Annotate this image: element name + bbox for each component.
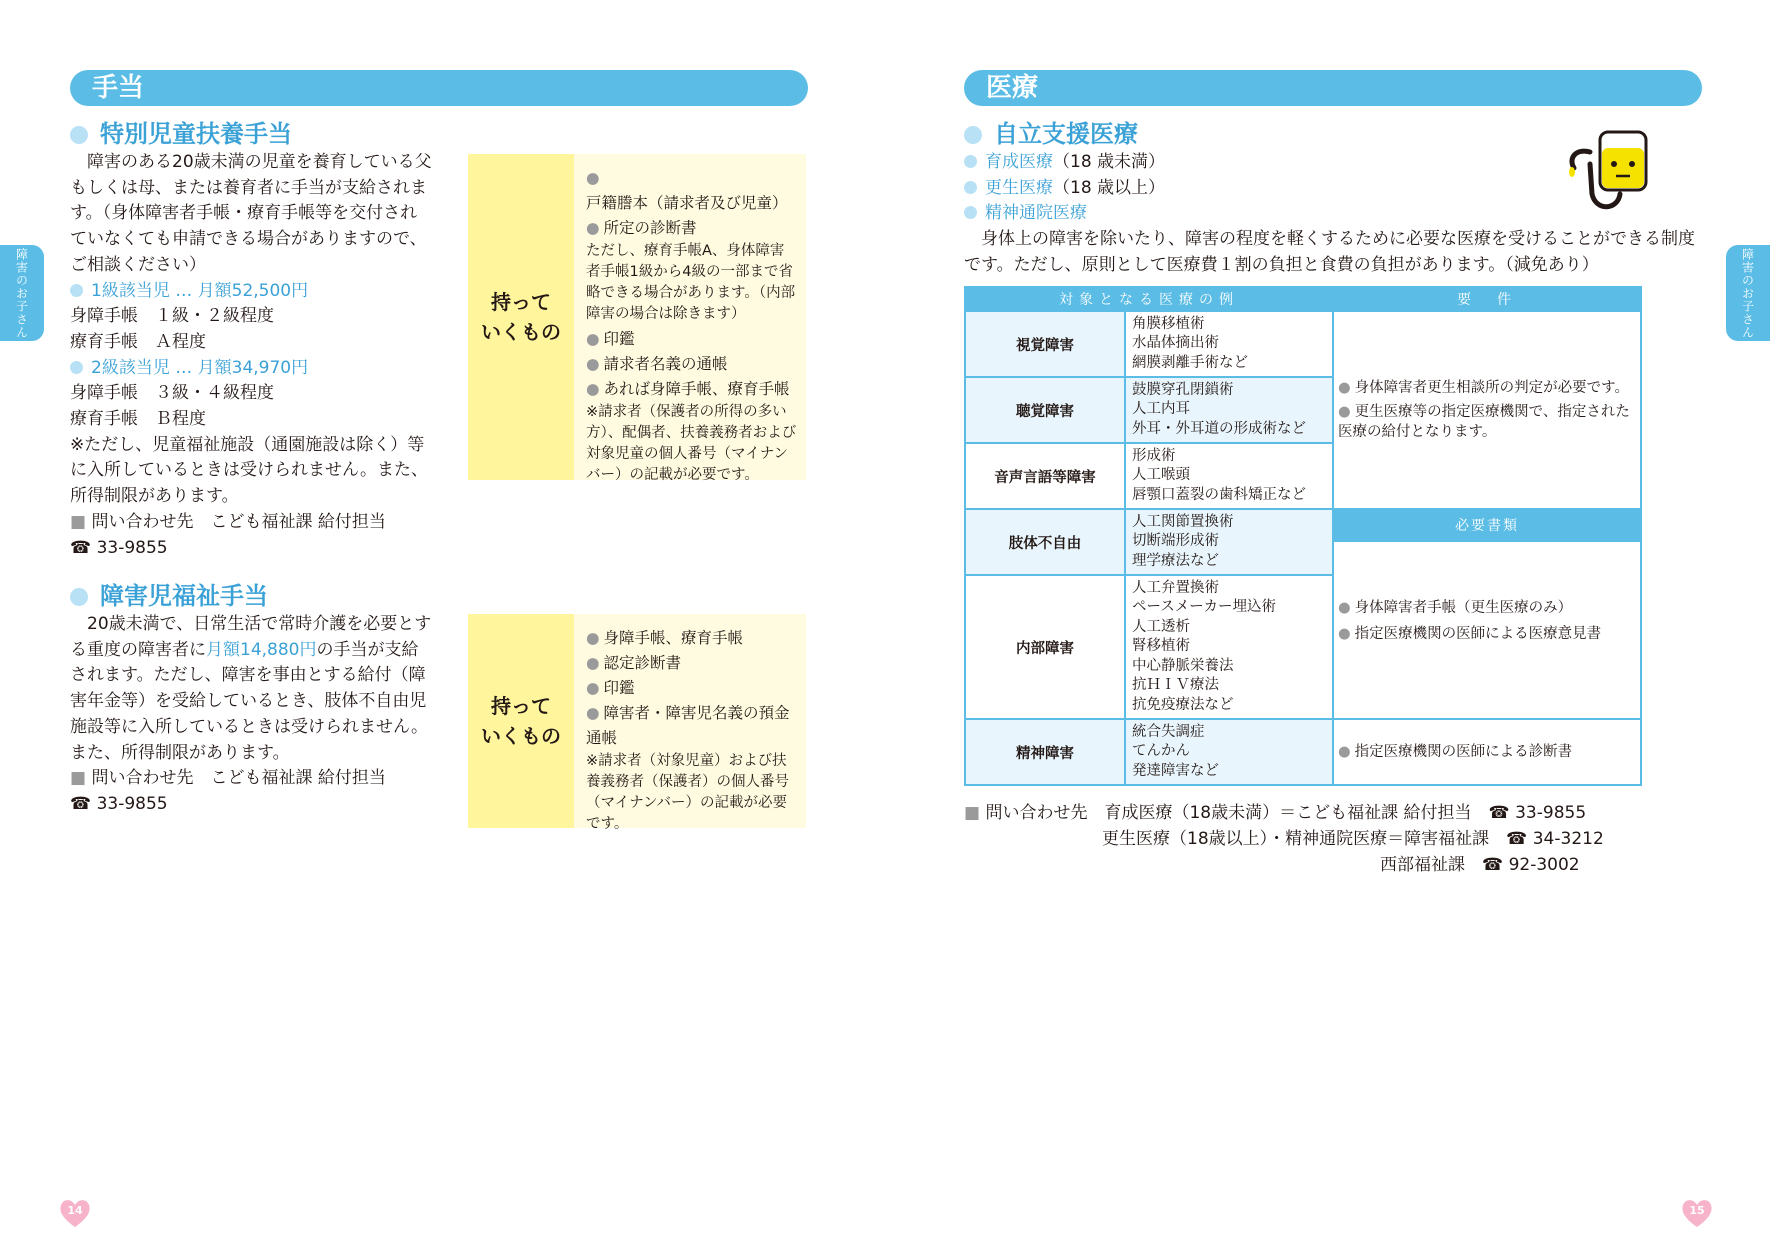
table-category: 精神障害 xyxy=(965,719,1125,785)
list-item-note: ※請求者（対象児童）および扶養義務者（保護者）の個人番号（マイナンバー）の記載が必要です。 xyxy=(586,753,789,832)
medical-contact-line3: 西部福祉課 ☎ 92-3002 xyxy=(1380,855,1580,875)
section-title-allowance: 手当 xyxy=(70,70,808,106)
square-icon: ■ xyxy=(964,803,986,823)
special-intro: 障害のある20歳未満の児童を養育している父もしくは母、または養育者に手当が支給されます。（身体障害者手帳・療育手帳等を交付されていなくても申請できる場合がありますので、ご相談ください） xyxy=(70,152,432,275)
list-item: ● 印鑑 xyxy=(586,679,635,697)
bullet-dot-icon xyxy=(70,588,88,606)
table-examples: 鼓膜穿孔閉鎖術 人工内耳 外耳・外耳道の形成術など xyxy=(1125,377,1333,443)
bullet-dot-icon xyxy=(964,181,977,194)
grade1-line1: 身障手帳 １級・２級程度 xyxy=(70,306,274,327)
list-item: ● 印鑑 xyxy=(586,330,635,348)
table-examples: 人工弁置換術 ペースメーカー埋込術 人工透析 腎移植術 中心静脈栄養法 抗ＨＩＶ療法 抗免疫療法など xyxy=(1125,575,1333,719)
square-icon: ■ xyxy=(70,511,92,532)
square-icon: ■ xyxy=(70,768,92,789)
bring-list xyxy=(574,154,806,483)
bullet-dot-icon xyxy=(964,155,977,168)
header-documents: 必要書類 xyxy=(1334,510,1640,542)
header-examples: 対象となる医療の例 xyxy=(965,287,1333,311)
table-examples: 人工関節置換術 切断端形成術 理学療法など xyxy=(1125,509,1333,575)
welfare-bring-box xyxy=(468,614,806,832)
grade1-line2: 療育手帳 Ａ程度 xyxy=(70,331,206,352)
table-category: 内部障害 xyxy=(965,575,1125,719)
list-item: ● 身体障害者更生相談所の判定が必要です。 xyxy=(1338,380,1629,396)
special-bring-box xyxy=(468,154,806,483)
medical-intro: 身体上の障害を除いたり、障害の程度を軽くするために必要な医療を受けることができる制度です。ただし、原則として医療費１割の負担と食費の負担があります。（減免あり） xyxy=(964,229,1695,275)
list-item: ● 障害者・障害児名義の預金通帳 xyxy=(586,704,790,747)
special-allowance-title: 特別児童扶養手当 xyxy=(70,114,292,149)
grade2-line1: 身障手帳 ３級・４級程度 xyxy=(70,383,274,404)
page-number-heart-icon xyxy=(58,1196,92,1230)
special-contact: ■ 問い合わせ先 こども福祉課 給付担当 xyxy=(70,511,386,532)
table-examples: 角膜移植術 水晶体摘出術 網膜剥離手術など xyxy=(1125,311,1333,377)
list-item: ● 身体障害者手帳（更生医療のみ） xyxy=(1338,600,1573,616)
page-number-right: 15 xyxy=(1689,1204,1705,1217)
bullet-dot-icon xyxy=(964,206,977,219)
bullet-dot-icon xyxy=(70,361,83,374)
table-psych-documents xyxy=(1333,719,1641,785)
list-item: ● 更生医療等の指定医療機関で、指定された医療の給付となります。 xyxy=(1338,404,1630,440)
bring-label: 持って いくもの xyxy=(468,614,574,828)
bullet-dot-icon xyxy=(70,126,88,144)
table-category: 視覚障害 xyxy=(965,311,1125,377)
grade2-line2: 療育手帳 Ｂ程度 xyxy=(70,409,206,430)
table-documents xyxy=(1333,509,1641,719)
list-item-note: ただし、療育手帳A、身体障害者手帳1級から4級の一部まで省略できる場合があります。（内部障害の場合は除きます） xyxy=(586,243,796,322)
special-tel: ☎ 33-9855 xyxy=(70,537,168,558)
list-item: ● 所定の診断書 xyxy=(586,219,697,237)
medical-contact-line1: ■ 問い合わせ先 育成医療（18歳未満）＝こども福祉課 給付担当 ☎ 33-9855 xyxy=(964,803,1587,823)
phone-icon: ☎ xyxy=(1488,803,1516,823)
list-item-note: ※請求者（保護者の所得の多い方）、配偶者、扶養義務者および対象児童の個人番号（マイナンバー）の記載が必要です。 xyxy=(586,404,797,483)
welfare-tel: ☎ 33-9855 xyxy=(70,793,168,814)
grade1-label: 1級該当児 … 月額52,500円 xyxy=(70,279,432,305)
side-tab-right: 障害のお子さん xyxy=(1726,245,1770,341)
medical-support-title: 自立支援医療 xyxy=(964,114,1138,149)
iv-drip-bag-icon xyxy=(1552,124,1652,214)
table-requirements xyxy=(1333,311,1641,509)
table-examples: 統合失調症 てんかん 発達障害など xyxy=(1125,719,1333,785)
list-item: ● 指定医療機関の医師による医療意見書 xyxy=(1338,626,1602,642)
phone-icon: ☎ xyxy=(70,537,97,558)
type-item: 育成医療（18 歳未満） xyxy=(964,150,1704,176)
table-examples: 形成術 人工喉頭 唇顎口蓋裂の歯科矯正など xyxy=(1125,443,1333,509)
special-allowance-body xyxy=(70,150,432,561)
welfare-contact: ■ 問い合わせ先 こども福祉課 給付担当 xyxy=(70,768,386,789)
bullet-dot-icon xyxy=(964,126,982,144)
header-requirements: 要 件 xyxy=(1333,287,1641,311)
list-item: ● 身障手帳、療育手帳 xyxy=(586,629,744,647)
phone-icon: ☎ xyxy=(1506,829,1533,849)
list-item: ● あれば身障手帳、療育手帳 xyxy=(586,380,790,398)
table-category: 肢体不自由 xyxy=(965,509,1125,575)
type-item: 更生医療（18 歳以上） xyxy=(964,176,1704,202)
welfare-allowance-title: 障害児福祉手当 xyxy=(70,576,268,611)
type-item: 精神通院医療 xyxy=(964,201,1704,227)
medical-table xyxy=(964,286,1642,786)
page-number-left: 14 xyxy=(67,1204,83,1217)
welfare-intro: 20歳未満で、日常生活で常時介護を必要とする重度の障害者に月額14,880円の手当が支給されます。ただし、障害を事由とする給付（障害年金等）を受給しているとき、肢体不自由児施設等に入所しているときは受けられません。また、所得制限があります。 xyxy=(70,614,432,763)
special-note: ※ただし、児童福祉施設（通園施設は除く）等に入所しているときは受けられません。また、所得制限があります。 xyxy=(70,434,429,507)
welfare-allowance-body xyxy=(70,612,432,818)
list-item: ●戸籍謄本（請求者及び児童） xyxy=(586,169,788,212)
table-category: 聴覚障害 xyxy=(965,377,1125,443)
list-item: ● 請求者名義の通帳 xyxy=(586,355,728,373)
list-item: ● 指定医療機関の医師による診断書 xyxy=(1338,744,1573,760)
bring-label: 持って いくもの xyxy=(468,154,574,480)
phone-icon: ☎ xyxy=(70,793,97,814)
phone-icon: ☎ xyxy=(1482,855,1509,875)
grade2-label: 2級該当児 … 月額34,970円 xyxy=(70,356,432,382)
list-item: ● 認定診断書 xyxy=(586,654,682,672)
side-tab-left: 障害のお子さん xyxy=(0,245,44,341)
section-title-medical: 医療 xyxy=(964,70,1702,106)
page-number-heart-icon xyxy=(1680,1196,1714,1230)
table-category: 音声言語等障害 xyxy=(965,443,1125,509)
medical-contact-line2: 更生医療（18歳以上）・精神通院医療＝障害福祉課 ☎ 34-3212 xyxy=(1102,829,1604,849)
bring-list xyxy=(574,614,806,832)
bullet-dot-icon xyxy=(70,284,83,297)
